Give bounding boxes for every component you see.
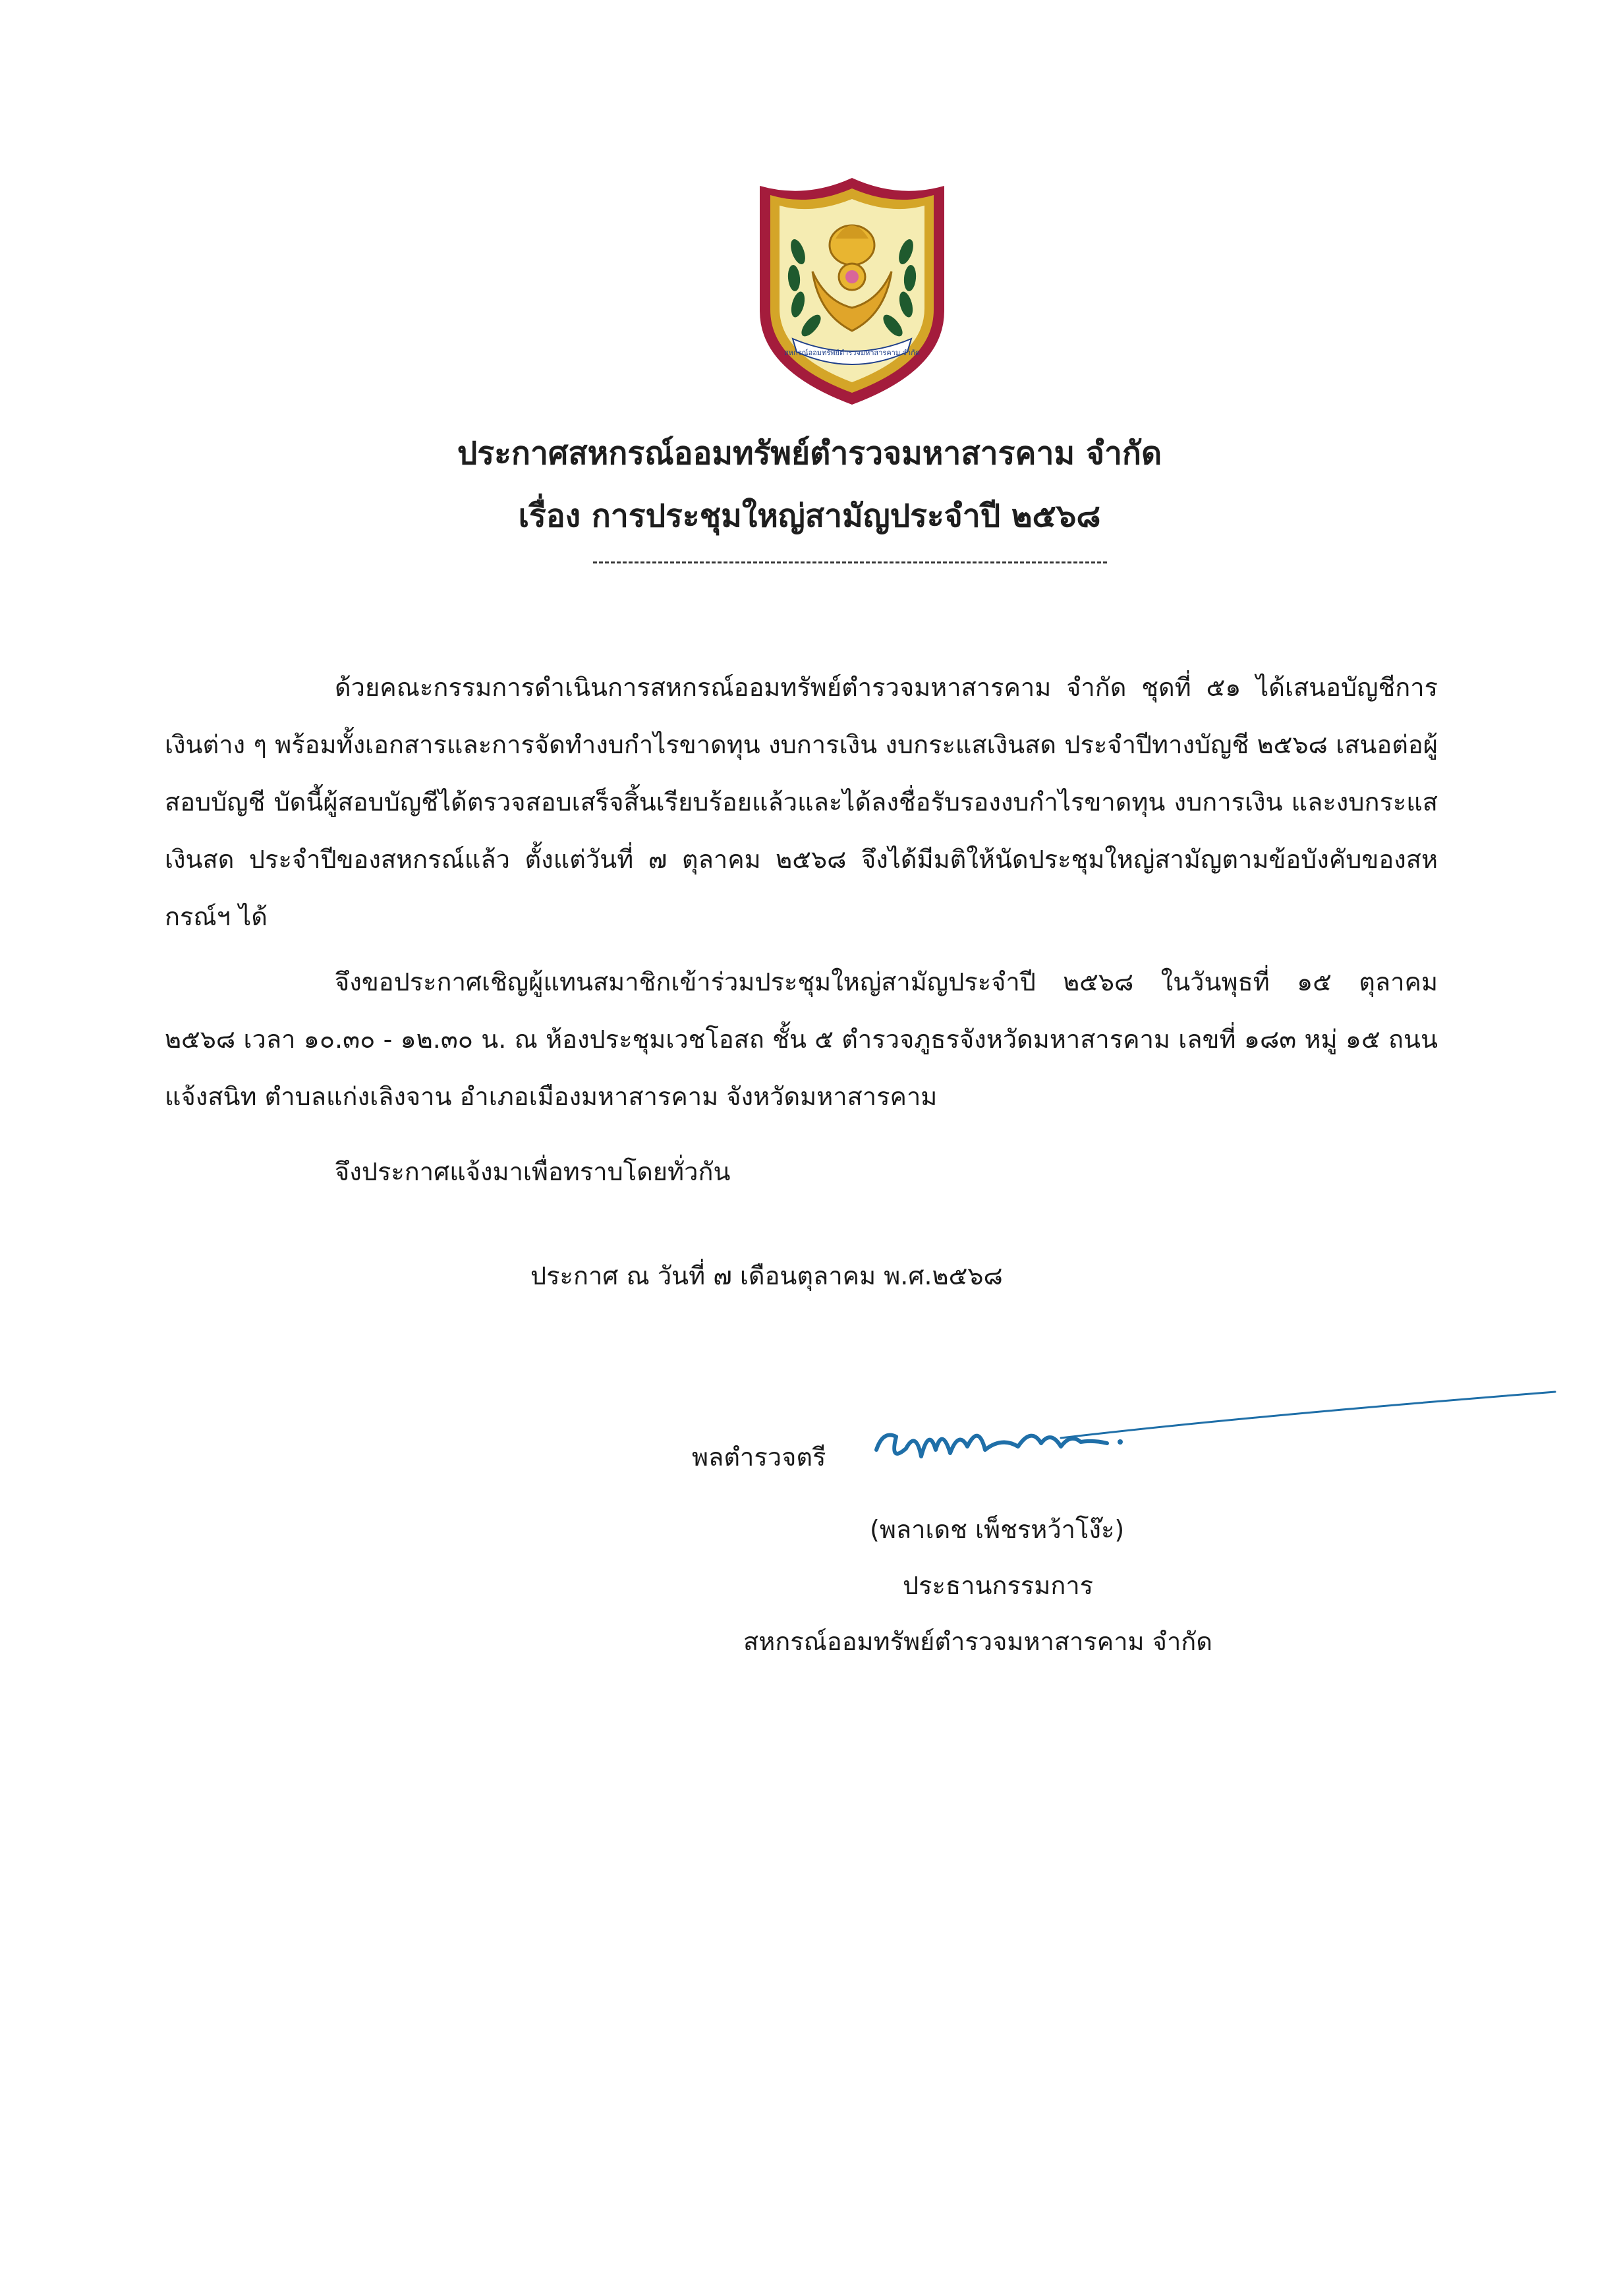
signatory-position: ประธานกรรมการ — [903, 1571, 1094, 1600]
signatory-organization: สหกรณ์ออมทรัพย์ตำรวจมหาสารคาม จำกัด — [743, 1627, 1212, 1656]
body-paragraph-1: ด้วยคณะกรรมการดำเนินการสหกรณ์ออมทรัพย์ตำรวจมหาสารคาม จำกัด ชุดที่ ๕๑ ได้เสนอบัญชีการเงินต่าง ๆ พร้อมทั้งเอกสารและการจัดทำงบกำไรขาดทุน งบการเงิน งบกระแสเงินสด ประจำปีทางบัญชี ๒๕๖๘ เสนอต่อผู้สอบบัญชี บัดนี้ผู้สอบบัญชีได้ตรวจสอบเสร็จสิ้นเรียบร้อยแล้วและได้ลงชื่อรับรองงบกำไรขาดทุน งบการเงิน และงบกระแสเงินสด ประจำปีของสหกรณ์แล้ว ตั้งแต่วันที่ ๗ ตุลาคม ๒๕๖๘ จึงได้มีมติให้นัดประชุมใหญ่สามัญตามข้อบังคับของสหกรณ์ฯ ได้ — [165, 673, 1438, 931]
svg-text:สหกรณ์ออมทรัพย์ตำรวจมหาสารคาม: สหกรณ์ออมทรัพย์ตำรวจมหาสารคาม จำกัด — [783, 349, 921, 357]
body-paragraph-2: จึงขอประกาศเชิญผู้แทนสมาชิกเข้าร่วมประชุมใหญ่สามัญประจำปี ๒๕๖๘ ในวันพุธที่ ๑๕ ตุลาคม ๒๕๖๘ เวลา ๑๐.๓๐ - ๑๒.๓๐ น. ณ ห้องประชุมเวชโอสถ ชั้น ๕ ตำรวจภูธรจังหวัดมหาสารคาม เลขที่ ๑๘๓ หมู่ ๑๕ ถนนแจ้งสนิท ตำบลแก่งเลิงจาน อำเภอเมืองมหาสารคาม จังหวัดมหาสารคาม — [165, 967, 1438, 1111]
handwritten-signature — [843, 1364, 1568, 1489]
signatory-rank: พลตำรวจตรี — [692, 1443, 826, 1472]
announcement-date: ประกาศ ณ วันที่ ๗ เดือนตุลาคม พ.ศ.๒๕๖๘ — [530, 1261, 1003, 1290]
signatory-name: (พลาเดช เพ็ชรหว้าโง๊ะ) — [870, 1515, 1125, 1544]
title-divider — [593, 561, 1107, 563]
announcement-title: ประกาศสหกรณ์ออมทรัพย์ตำรวจมหาสารคาม จำกัด — [457, 435, 1162, 472]
body-paragraph-3: จึงประกาศแจ้งมาเพื่อทราบโดยทั่วกัน — [335, 1157, 731, 1186]
cooperative-emblem — [747, 173, 957, 410]
announcement-subject: เรื่อง การประชุมใหญ่สามัญประจำปี ๒๕๖๘ — [518, 498, 1101, 534]
